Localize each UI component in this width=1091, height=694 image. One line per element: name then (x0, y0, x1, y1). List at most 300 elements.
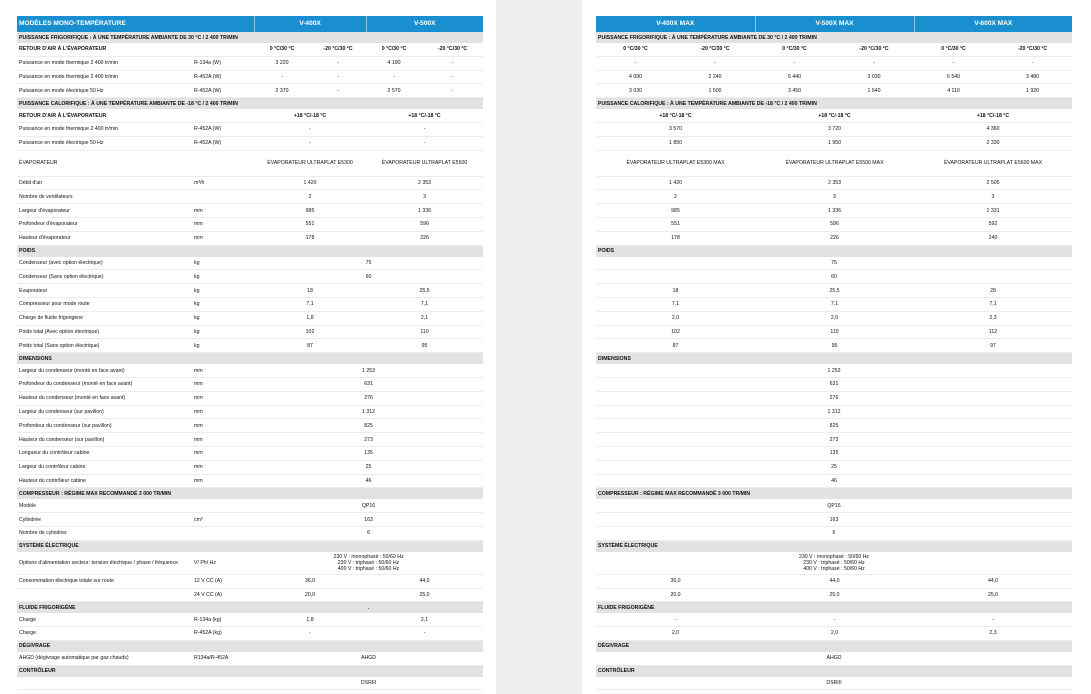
table-row (17, 56, 483, 70)
row-value: - (254, 136, 366, 150)
row-unit (192, 150, 254, 176)
table-row (596, 84, 1072, 98)
row-value: 1 920 (993, 84, 1072, 98)
table-row (17, 109, 483, 122)
table-row (596, 364, 1072, 377)
table-row (17, 474, 483, 488)
row-value: 25 (596, 460, 1072, 474)
section-title: DIMENSIONS (596, 353, 1072, 365)
row-value: 1,8 (254, 311, 366, 325)
row-unit: R-134a (kg) (192, 613, 254, 626)
row-value: 75 (596, 257, 1072, 270)
table-row (17, 460, 483, 474)
row-value: 36,0 (254, 574, 366, 588)
row-unit: mm (192, 433, 254, 447)
row-value: 20,0 (254, 588, 366, 602)
row-value: 87 (254, 339, 366, 353)
row-unit: kg (192, 339, 254, 353)
row-value: 7,1 (596, 297, 755, 311)
table-row (596, 231, 1072, 245)
table-row (596, 56, 1072, 70)
row-value: 3 030 (596, 84, 675, 98)
section-header (596, 665, 1072, 677)
row-label: Poids total (Avec option électrique) (17, 325, 192, 339)
table-row (17, 325, 483, 339)
row-value: - (254, 70, 310, 84)
table-row (17, 176, 483, 190)
row-unit: kg (192, 297, 254, 311)
section-title: POIDS (17, 245, 483, 257)
row-value: QP16 (254, 499, 483, 512)
row-value: 1 312 (254, 405, 483, 419)
row-label: Hauteur d'évaporateur (17, 231, 192, 245)
row-unit: kg (192, 311, 254, 325)
row-value: 596 (366, 217, 483, 231)
row-label: Options d'alimentation secteur: tension électrique / phase / fréquence (17, 552, 192, 575)
row-value: 1 336 (755, 204, 914, 218)
section-header (17, 540, 483, 552)
table-row (596, 552, 1072, 575)
row-value: 2 370 (254, 84, 310, 98)
section-header (596, 602, 1072, 614)
row-value: QP16 (596, 499, 1072, 512)
row-value: 985 (254, 204, 366, 218)
section-header (596, 540, 1072, 552)
table-row (596, 43, 1072, 56)
row-label: Largeur du condenseur (sur pavillon) (17, 405, 192, 419)
row-unit: kg (192, 270, 254, 284)
section-header (596, 32, 1072, 43)
section-header (596, 353, 1072, 365)
section-header (596, 98, 1072, 110)
table-row (596, 377, 1072, 391)
table-row (17, 613, 483, 626)
section-title: DÉGIVRAGE (596, 640, 1072, 652)
model-column-v400x-max: V-400X MAX (596, 16, 755, 32)
row-label: Hauteur du condenseur (monté en face avant) (17, 391, 192, 405)
row-unit: m³/h (192, 176, 254, 190)
row-value: 825 (596, 419, 1072, 433)
row-value: - (366, 627, 483, 641)
row-value: 163 (254, 513, 483, 527)
table-row (17, 297, 483, 311)
row-label: Puissance en mode électrique 50 Hz (17, 136, 192, 150)
row-label: Compresseur pour mode route (17, 297, 192, 311)
row-value: 44,0 (755, 574, 914, 588)
table-row (596, 339, 1072, 353)
row-label: Puissance en mode thermique 2 400 tr/min (17, 56, 192, 70)
row-value: 36,0 (596, 574, 755, 588)
row-value: - (254, 122, 366, 136)
table-row (596, 122, 1072, 136)
table-row (17, 419, 483, 433)
row-value: 25,0 (914, 588, 1072, 602)
row-value: 46 (254, 474, 483, 488)
cell-line: 230 V : monophasé : 50/60 Hz (798, 553, 870, 560)
row-value: -20 °C/30 °C (993, 43, 1072, 56)
table-row (596, 284, 1072, 298)
row-value: - (366, 122, 483, 136)
table-row (17, 377, 483, 391)
row-label: Profondeur d'évaporateur (17, 217, 192, 231)
table-row (17, 43, 483, 56)
row-value: +18 °C/-18 °C (254, 109, 366, 122)
row-value: 2 240 (675, 70, 755, 84)
spec-sheet-page-right (582, 0, 1091, 694)
row-value: 46 (596, 474, 1072, 488)
row-unit: mm (192, 231, 254, 245)
table-row (596, 176, 1072, 190)
row-value: DSRIII (254, 677, 483, 690)
table-row (17, 364, 483, 377)
row-value: 2,0 (755, 311, 914, 325)
table-row (17, 190, 483, 204)
row-label: Cylindrée (17, 513, 192, 527)
section-title: COMPRESSEUR : RÉGIME MAX RECOMMANDÉ 3 000 TR/MIN (17, 488, 483, 500)
spec-sheet-page-left (0, 0, 496, 694)
row-value: 2,1 (366, 613, 483, 626)
section-header (17, 245, 483, 257)
table-row (17, 513, 483, 527)
row-value: - (366, 136, 483, 150)
row-label: Charge de fluide frigorigène (17, 311, 192, 325)
table-row (17, 677, 483, 690)
row-value: DSRIII (596, 677, 1072, 690)
row-value: 551 (596, 217, 755, 231)
row-value: 163 (596, 513, 1072, 527)
row-unit: mm (192, 419, 254, 433)
table-row (17, 552, 483, 575)
row-unit (192, 109, 254, 122)
row-value: AHGD (596, 652, 1072, 665)
row-label: Condenseur (avec option électrique) (17, 257, 192, 270)
row-value: 2,0 (755, 627, 914, 641)
row-unit: R134a/R-452A (192, 652, 254, 665)
row-value (254, 552, 483, 575)
row-label: Hauteur du condenseur (sur pavillon) (17, 433, 192, 447)
row-value: 1 850 (596, 136, 755, 150)
row-value: 102 (254, 325, 366, 339)
row-value: 4 360 (914, 122, 1072, 136)
row-value: 276 (254, 391, 483, 405)
row-value: 3 480 (993, 70, 1072, 84)
table-row (17, 84, 483, 98)
row-value: 112 (914, 325, 1072, 339)
row-value: 60 (596, 270, 1072, 284)
table-row (17, 526, 483, 540)
row-value: 0 °C/30 °C (914, 43, 993, 56)
section-title: POIDS (596, 245, 1072, 257)
table-row (596, 513, 1072, 527)
row-label: Puissance en mode thermique 2 400 tr/min (17, 122, 192, 136)
row-value: 2 353 (366, 176, 483, 190)
model-column-v500x-max: V-500X MAX (755, 16, 914, 32)
row-unit (192, 190, 254, 204)
evaporator-model: ÉVAPORATEUR ULTRAPLAT E5300 MAX (596, 150, 755, 176)
table-row (596, 311, 1072, 325)
row-label: Modèle (17, 499, 192, 512)
row-value: - (914, 56, 993, 70)
row-label: Charge (17, 627, 192, 641)
table-row (596, 190, 1072, 204)
table-row (596, 150, 1072, 176)
row-value: 1 500 (675, 84, 755, 98)
section-header (596, 488, 1072, 500)
row-value: 95 (755, 339, 914, 353)
table-row (596, 588, 1072, 602)
row-value: 25,5 (755, 284, 914, 298)
section-header (17, 488, 483, 500)
row-label: Nombre de cylindres (17, 526, 192, 540)
row-value: - (310, 56, 366, 70)
table-row (596, 419, 1072, 433)
row-value: 2 (596, 190, 755, 204)
row-unit: mm (192, 460, 254, 474)
row-label: Largeur du condenseur (monté en face avant) (17, 364, 192, 377)
model-column-v600x-max: V-600X MAX (914, 16, 1072, 32)
section-header (17, 602, 483, 614)
row-value: 631 (596, 377, 1072, 391)
section-header (596, 245, 1072, 257)
section-title: CONTRÔLEUR (596, 665, 1072, 677)
row-value: - (993, 56, 1072, 70)
row-value (596, 552, 1072, 575)
cell-line: 230 V : triphasé : 50/60 Hz (337, 559, 400, 566)
table-row (596, 270, 1072, 284)
row-label: Longueur du contrôleur cabine (17, 446, 192, 460)
row-value: +18 °C/-18 °C (366, 109, 483, 122)
section-title: PUISSANCE CALORIFIQUE : À UNE TEMPÉRATURE AMBIANTE DE -18 °C / 2 400 TR/MIN (17, 98, 483, 110)
row-value: 3 720 (755, 122, 914, 136)
row-value: 2,3 (914, 311, 1072, 325)
row-value: 1 420 (254, 176, 366, 190)
table-row (17, 339, 483, 353)
row-value: 7,1 (254, 297, 366, 311)
row-value: - (422, 70, 483, 84)
row-value: - (834, 56, 914, 70)
table-row (596, 297, 1072, 311)
cell-line: 400 V : triphasé : 50/60 Hz (803, 565, 865, 572)
row-value: 3 570 (596, 122, 755, 136)
row-unit: kg (192, 284, 254, 298)
row-value: 6 (596, 526, 1072, 540)
row-value: - (596, 613, 755, 626)
table-row (596, 613, 1072, 626)
row-value: 4 110 (914, 84, 993, 98)
row-value: 1 253 (254, 364, 483, 377)
row-value: -20 °C/30 °C (310, 43, 366, 56)
row-value: 1,8 (254, 613, 366, 626)
row-value: 3 (914, 190, 1072, 204)
row-value: 3 (755, 190, 914, 204)
row-value: 7,1 (755, 297, 914, 311)
table-row (596, 217, 1072, 231)
row-value: 44,0 (914, 574, 1072, 588)
table-row (17, 70, 483, 84)
row-value: -20 °C/30 °C (422, 43, 483, 56)
row-value: 102 (596, 325, 755, 339)
cell-line: 400 V : triphasé : 50/60 Hz (337, 565, 400, 572)
row-value: - (914, 613, 1072, 626)
table-row (596, 257, 1072, 270)
cell-line: 230 V : monophasé : 50/60 Hz (333, 553, 404, 560)
row-value: -20 °C/30 °C (834, 43, 914, 56)
row-unit: mm (192, 377, 254, 391)
row-value: 631 (254, 377, 483, 391)
table-row (596, 446, 1072, 460)
section-title: PUISSANCE FRIGORIFIQUE : À UNE TEMPÉRATURE AMBIANTE DE 30 °C / 2 400 TR/MIN (596, 32, 1072, 43)
row-value: 178 (254, 231, 366, 245)
table-row (17, 284, 483, 298)
row-unit: mm (192, 474, 254, 488)
table-row (17, 122, 483, 136)
section-title: SYSTÈME ÉLECTRIQUE (596, 540, 1072, 552)
row-value: 1 950 (755, 136, 914, 150)
row-value: 985 (596, 204, 755, 218)
table-row (596, 70, 1072, 84)
row-label: Profondeur du condenseur (monté en face avant) (17, 377, 192, 391)
row-label: RETOUR D'AIR À L'ÉVAPORATEUR (17, 109, 192, 122)
row-value: 60 (254, 270, 483, 284)
row-value: 28 (914, 284, 1072, 298)
row-value: 273 (596, 433, 1072, 447)
row-unit: R-452A (W) (192, 122, 254, 136)
evaporator-model: ÉVAPORATEUR ULTRAPLAT E5500 (366, 150, 483, 176)
row-value: - (755, 613, 914, 626)
row-unit (192, 43, 254, 56)
row-value: 110 (366, 325, 483, 339)
row-unit: mm (192, 204, 254, 218)
row-value: +18 °C/-18 °C (755, 109, 914, 122)
row-unit: V/ Ph/ Hz (192, 552, 254, 575)
row-value: 1 420 (596, 176, 755, 190)
row-value: - (675, 56, 755, 70)
cell-line: 230 V : triphasé : 50/60 Hz (803, 559, 865, 566)
row-value: 7,1 (366, 297, 483, 311)
row-value: 4 190 (366, 56, 422, 70)
row-value: 7,1 (914, 297, 1072, 311)
section-title: FLUIDE FRIGORIGÈNE (17, 602, 366, 614)
row-value: 2 (254, 190, 366, 204)
row-value: +18 °C/-18 °C (596, 109, 755, 122)
table-row (17, 204, 483, 218)
table-title: MODÈLES MONO-TEMPÉRATURE (17, 16, 254, 32)
row-value: - (422, 84, 483, 98)
row-value: 97 (914, 339, 1072, 353)
row-value: 20,0 (596, 588, 755, 602)
row-unit: 12 V CC (A) (192, 574, 254, 588)
table-row (596, 526, 1072, 540)
row-value: 95 (366, 339, 483, 353)
row-value: 110 (755, 325, 914, 339)
row-value: 2,0 (596, 627, 755, 641)
row-label: AHGD (dégivrage automatique par gaz chauds) (17, 652, 192, 665)
row-value: 240 (914, 231, 1072, 245)
row-value: 2 570 (366, 84, 422, 98)
row-value: 1 312 (596, 405, 1072, 419)
row-label: Largeur du contrôleur cabine (17, 460, 192, 474)
table-row (596, 433, 1072, 447)
row-unit: mm (192, 217, 254, 231)
row-value: 0 °C/30 °C (254, 43, 310, 56)
section-title: FLUIDE FRIGORIGÈNE (596, 602, 1072, 614)
row-value: 25,0 (755, 588, 914, 602)
row-value: 18 (596, 284, 755, 298)
row-value: 178 (596, 231, 755, 245)
table-row (17, 446, 483, 460)
row-label: Puissance en mode électrique 50 Hz (17, 84, 192, 98)
row-unit: R-452A (W) (192, 84, 254, 98)
row-value: - (310, 70, 366, 84)
section-title: PUISSANCE CALORIFIQUE : À UNE TEMPÉRATURE AMBIANTE DE -18 °C / 2 400 TR/MIN (596, 98, 1072, 110)
table-row (596, 391, 1072, 405)
table-row (17, 499, 483, 512)
row-label: Consommation électrique totale sur route (17, 574, 192, 588)
section-title: CONTRÔLEUR (17, 665, 483, 677)
row-value: 0 °C/30 °C (596, 43, 675, 56)
row-value: 25,0 (366, 588, 483, 602)
row-value: 135 (254, 446, 483, 460)
row-value: 2 330 (914, 136, 1072, 150)
row-unit: 24 V CC (A) (192, 588, 254, 602)
row-value: 4 090 (596, 70, 675, 84)
table-row (596, 677, 1072, 690)
row-value: 6 (254, 526, 483, 540)
row-value: 75 (254, 257, 483, 270)
table-row (17, 270, 483, 284)
row-value: 273 (254, 433, 483, 447)
row-value: +18 °C/-18 °C (914, 109, 1072, 122)
table-row (17, 627, 483, 641)
row-unit: mm (192, 391, 254, 405)
section-header (17, 32, 483, 43)
row-label: ÉVAPORATEUR (17, 150, 192, 176)
row-value: 276 (596, 391, 1072, 405)
section-note: . (366, 602, 483, 614)
row-value: 825 (254, 419, 483, 433)
row-value: - (366, 70, 422, 84)
row-label: Largeur d'évaporateur (17, 204, 192, 218)
row-value: 592 (914, 217, 1072, 231)
row-label: Évaporateur (17, 284, 192, 298)
evaporator-model: ÉVAPORATEUR ULTRAPLAT E5500 MAX (755, 150, 914, 176)
row-label: Condenseur (Sans option électrique) (17, 270, 192, 284)
row-value: 5 440 (755, 70, 834, 84)
row-value: 1 336 (366, 204, 483, 218)
table-row (17, 405, 483, 419)
table-row (17, 588, 483, 602)
row-value: AHGD (254, 652, 483, 665)
table-row (596, 474, 1072, 488)
row-value: 44,0 (366, 574, 483, 588)
table-row (17, 391, 483, 405)
section-title: COMPRESSEUR : RÉGIME MAX RECOMMANDÉ 3 000 TR/MIN (596, 488, 1072, 500)
row-unit: R-452A (W) (192, 70, 254, 84)
section-header (17, 665, 483, 677)
row-unit: mm (192, 405, 254, 419)
table-row (17, 257, 483, 270)
row-unit: R-452A (kg) (192, 627, 254, 641)
table-row (17, 231, 483, 245)
max-models-spec-table (596, 16, 1072, 690)
table-row (17, 311, 483, 325)
row-label: Puissance en mode thermique 2 400 tr/min (17, 70, 192, 84)
model-column-v400x: V-400X (254, 16, 366, 32)
row-label: Charge (17, 613, 192, 626)
row-value: 226 (755, 231, 914, 245)
row-label: RETOUR D'AIR À L'ÉVAPORATEUR (17, 43, 192, 56)
row-value: 226 (366, 231, 483, 245)
